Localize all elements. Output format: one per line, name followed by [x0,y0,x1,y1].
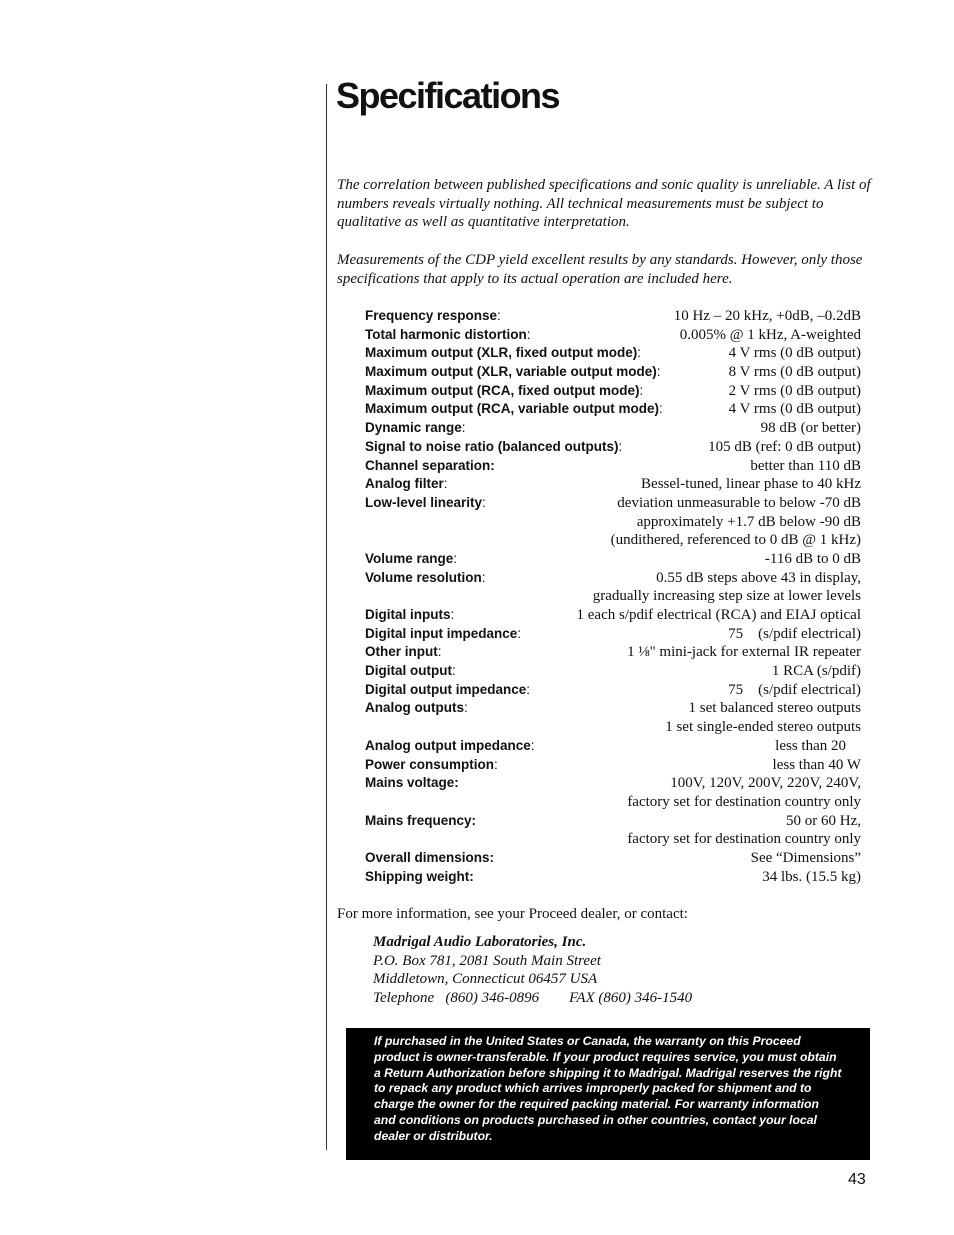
spec-label-text: Maximum output (RCA, fixed output mode) [365,382,640,398]
spec-label [365,699,468,718]
spec-label [365,756,498,775]
spec-value: better than 110 dB [750,457,861,474]
spec-label [365,812,476,831]
spec-row [365,737,861,756]
spec-value: -116 dB to 0 dB [764,550,861,567]
spec-row [365,569,861,588]
spec-value: 105 dB (ref: 0 dB output) [708,438,861,455]
spec-row [365,475,861,494]
spec-label-text: Frequency response [365,308,498,323]
intro-paragraph-1: The correlation between published specifications and sonic quality is unreliable. A list of numbers reveals virtually nothing. All technical measurements must be subject to qualitative as well as quantitative interpretation. [337,177,871,231]
spec-label-text: Analog output impedance [365,737,531,753]
spec-label-colon: : [481,569,486,585]
spec-row [365,662,861,681]
spec-label-text: Channel separation: [365,457,495,473]
spec-value: deviation unmeasurable to below -70 dB [617,494,861,511]
spec-label [365,494,486,513]
spec-label-colon: : [639,382,644,398]
spec-label [365,326,531,345]
spec-value: 10 Hz – 20 kHz, +0dB, –0.2dB [673,308,861,324]
spec-value: 2 V rms (0 dB output) [728,382,861,399]
phone-line [373,989,692,1008]
spec-label-colon: : [659,401,663,417]
spec-value: gradually increasing step size at lower levels [592,588,861,605]
spec-label-text: Total harmonic distortion [365,326,527,342]
spec-label-colon: : [450,607,455,622]
spec-value: approximately +1.7 dB below -90 dB [636,513,861,530]
spec-row [365,513,861,532]
spec-row [365,400,861,419]
spec-row [365,812,861,831]
spec-label-text: Analog filter [365,476,444,492]
spec-label-text: Mains frequency: [365,812,477,828]
spec-label [365,382,643,401]
spec-value: 1 set single-ended stereo outputs [665,719,861,736]
spec-label-colon: : [453,550,458,566]
address-line-1: P.O. Box 781, 2081 South Main Street [373,952,601,969]
spec-label-colon: : [517,625,522,641]
telephone-number: Telephone (860) 346-0896 [373,990,540,1007]
spec-value: 4 V rms (0 dB output) [728,345,861,362]
spec-value: 1 RCA (s/pdif) [771,663,861,680]
spec-label-text: Maximum output (RCA, variable output mode) [365,401,660,417]
spec-label-text: Low-level linearity [365,494,483,510]
spec-row [365,457,861,476]
company-name: Madrigal Audio Laboratories, Inc. [373,934,587,950]
spec-label [365,774,459,793]
spec-label [365,457,495,476]
spec-value: less than 40 W [772,756,861,773]
spec-label-colon: : [526,681,531,697]
spec-value: 75 (s/pdif electrical) [728,625,861,642]
spec-value: factory set for destination country only [627,831,861,848]
spec-value: 1 ⅛" mini-jack for external IR repeater [627,644,861,661]
fax-number: FAX (860) 346-1540 [569,990,693,1007]
spec-label-colon: : [451,663,456,679]
spec-label [365,550,457,569]
spec-label-text: Mains voltage: [365,775,459,791]
spec-row [365,587,861,606]
spec-value: 0.55 dB steps above 43 in display, [656,569,861,586]
spec-label [365,737,535,756]
spec-label [365,868,474,887]
spec-label-text: Digital inputs [365,607,451,622]
spec-row [365,344,861,363]
spec-label-text: Shipping weight: [365,868,474,884]
spec-label-colon: : [530,737,535,753]
spec-row [365,699,861,718]
spec-label-text: Analog outputs [365,700,464,716]
spec-label [365,419,466,438]
spec-value: 1 set balanced stereo outputs [688,700,861,717]
spec-label-colon: : [463,700,468,716]
spec-value: 98 dB (or better) [760,420,861,437]
spec-label-text: Maximum output (XLR, fixed output mode) [365,345,638,361]
spec-row [365,774,861,793]
spec-label [365,625,521,644]
spec-row [365,606,861,625]
spec-label [365,307,501,326]
spec-label-text: Maximum output (XLR, variable output mode) [365,364,657,380]
address-line-2: Middletown, Connecticut 06457 USA [373,971,598,988]
spec-label-text: Digital input impedance [365,625,518,641]
spec-row [365,531,861,550]
spec-row [365,307,861,326]
spec-label-colon: : [461,420,466,436]
spec-label-colon: : [656,364,661,380]
spec-value: 1 each s/pdif electrical (RCA) and EIAJ optical [576,607,861,623]
spec-label-text: Power consumption [365,756,495,772]
spec-label [365,475,448,494]
specifications-table [365,307,861,886]
spec-label-colon: : [526,326,531,342]
spec-row [365,643,861,662]
spec-row [365,494,861,513]
spec-label-text: Dynamic range [365,420,462,436]
warranty-text: If purchased in the United States or Canada, the warranty on this Proceed product is owner-transferable. If your product requires service, you must obtain a Return Authorization before shipping it to Madrigal. Madrigal reserves the right to repack any product which arrives improperly packed for shipment and to charge the owner for the required packing material. For warranty information and conditions on products purchased in other countries, contact your local dealer or distributor. [374,1034,842,1143]
spec-row [365,681,861,700]
spec-label-text: Signal to noise ratio (balanced outputs) [365,438,619,454]
spec-row [365,830,861,849]
warranty-notice-box [346,1028,870,1160]
more-info-text: For more information, see your Proceed dealer, or contact: [337,906,688,922]
spec-label-colon: : [494,756,498,772]
spec-label-colon: : [443,476,448,492]
spec-label [365,643,442,662]
spec-row [365,363,861,382]
spec-row [365,438,861,457]
spec-row [365,419,861,438]
spec-label-colon: : [618,438,623,454]
spec-label [365,344,641,363]
spec-label [365,569,486,588]
spec-value: less than 20 [775,737,861,754]
spec-label-text: Volume range [365,550,454,566]
spec-label-text: Digital output [365,663,452,679]
intro-paragraph-2: Measurements of the CDP yield excellent results by any standards. However, only those specifications that apply to its actual operation are included here. [337,252,863,287]
spec-row [365,550,861,569]
spec-label-text: Digital output impedance [365,681,527,697]
spec-row [365,793,861,812]
spec-value: 0.005% @ 1 kHz, A-weighted [679,326,861,343]
spec-label-colon: : [497,308,501,323]
spec-value: 4 V rms (0 dB output) [728,401,861,418]
spec-label-colon: : [482,494,486,510]
spec-value: 8 V rms (0 dB output) [728,364,861,381]
spec-label [365,363,661,382]
spec-row [365,326,861,345]
spec-value: 50 or 60 Hz, [786,812,861,829]
spec-label-colon: : [437,644,442,660]
spec-label-text: Overall dimensions: [365,849,495,865]
spec-value: See “Dimensions” [750,849,861,866]
spec-row [365,382,861,401]
spec-row [365,868,861,887]
spec-value: 75 (s/pdif electrical) [728,681,861,698]
page-title: Specifications [336,75,560,116]
spec-label [365,438,622,457]
spec-value: factory set for destination country only [627,793,861,810]
spec-label-colon: : [637,345,641,361]
spec-label [365,400,663,419]
spec-row [365,718,861,737]
spec-row [365,625,861,644]
spec-label-text: Other input [365,644,438,660]
spec-row [365,849,861,868]
spec-row [365,756,861,775]
spec-label-text: Volume resolution [365,569,482,585]
spec-value: Bessel-tuned, linear phase to 40 kHz [641,476,861,493]
spec-value: (undithered, referenced to 0 dB @ 1 kHz) [610,532,861,549]
spec-value: 34 lbs. (15.5 kg) [762,868,861,885]
vertical-rule [326,84,327,1150]
contact-address [373,933,692,1008]
spec-value: 100V, 120V, 200V, 220V, 240V, [670,775,861,792]
spec-label [365,681,530,700]
page-number: 43 [848,1171,866,1188]
spec-label [365,606,454,625]
spec-label [365,849,494,868]
spec-label [365,662,456,681]
